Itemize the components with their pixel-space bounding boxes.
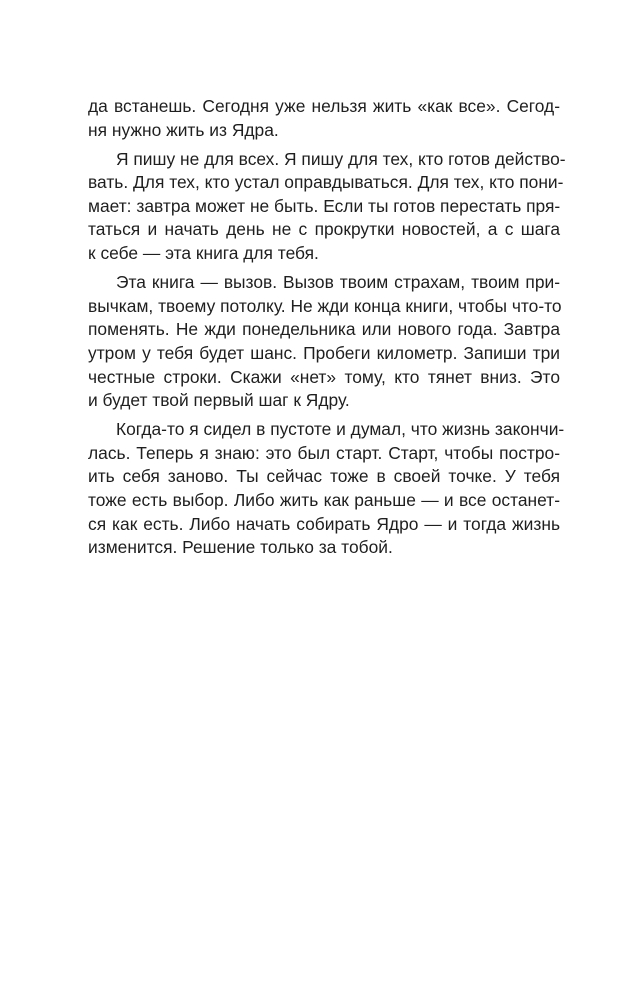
text-line: к себе — эта книга для тебя. bbox=[88, 243, 319, 264]
text-line: да встанешь. Сегодня уже нельзя жить «как все». Сегод- bbox=[88, 96, 560, 116]
text-line: вать. Для тех, кто устал оправдываться. Для тех, кто пони- bbox=[88, 172, 564, 193]
paragraph-1 bbox=[88, 95, 560, 142]
text-line: таться и начать день не с прокрутки новостей, а с шага bbox=[88, 219, 560, 240]
text-line: Эта книга — вызов. Вызов твоим страхам, твоим при- bbox=[116, 272, 560, 293]
text-line: ить себя заново. Ты сейчас тоже в своей точке. У тебя bbox=[88, 466, 560, 487]
text-line: лась. Теперь я знаю: это был старт. Старт, чтобы постро- bbox=[88, 442, 560, 463]
paragraph-2 bbox=[88, 148, 566, 266]
text-line: Когда-то я сидел в пустоте и думал, что жизнь закончи- bbox=[116, 419, 565, 440]
paragraph-3 bbox=[88, 271, 560, 413]
text-line: мает: завтра может не быть. Если ты готов перестать пря- bbox=[88, 195, 561, 216]
text-line: утром у тебя будет шанс. Пробеги километр. Запиши три bbox=[88, 342, 560, 363]
paragraph-4 bbox=[88, 418, 565, 560]
body-text bbox=[88, 95, 566, 565]
text-line: и будет твой первый шаг к Ядру. bbox=[88, 390, 350, 411]
text-line: изменится. Решение только за тобой. bbox=[88, 537, 393, 558]
text-line: поменять. Не жди понедельника или нового года. Завтра bbox=[88, 319, 560, 340]
text-line: тоже есть выбор. Либо жить как раньше — и все останет- bbox=[88, 490, 560, 510]
text-line: вычкам, твоему потолку. Не жди конца книги, чтобы что-то bbox=[88, 295, 562, 316]
text-line: ся как есть. Либо начать собирать Ядро — и тогда жизнь bbox=[88, 513, 560, 534]
text-line: честные строки. Скажи «нет» тому, кто тянет вниз. Это bbox=[88, 366, 560, 387]
text-line: ня нужно жить из Ядра. bbox=[88, 119, 279, 140]
text-line: Я пишу не для всех. Я пишу для тех, кто готов действо- bbox=[116, 148, 566, 169]
